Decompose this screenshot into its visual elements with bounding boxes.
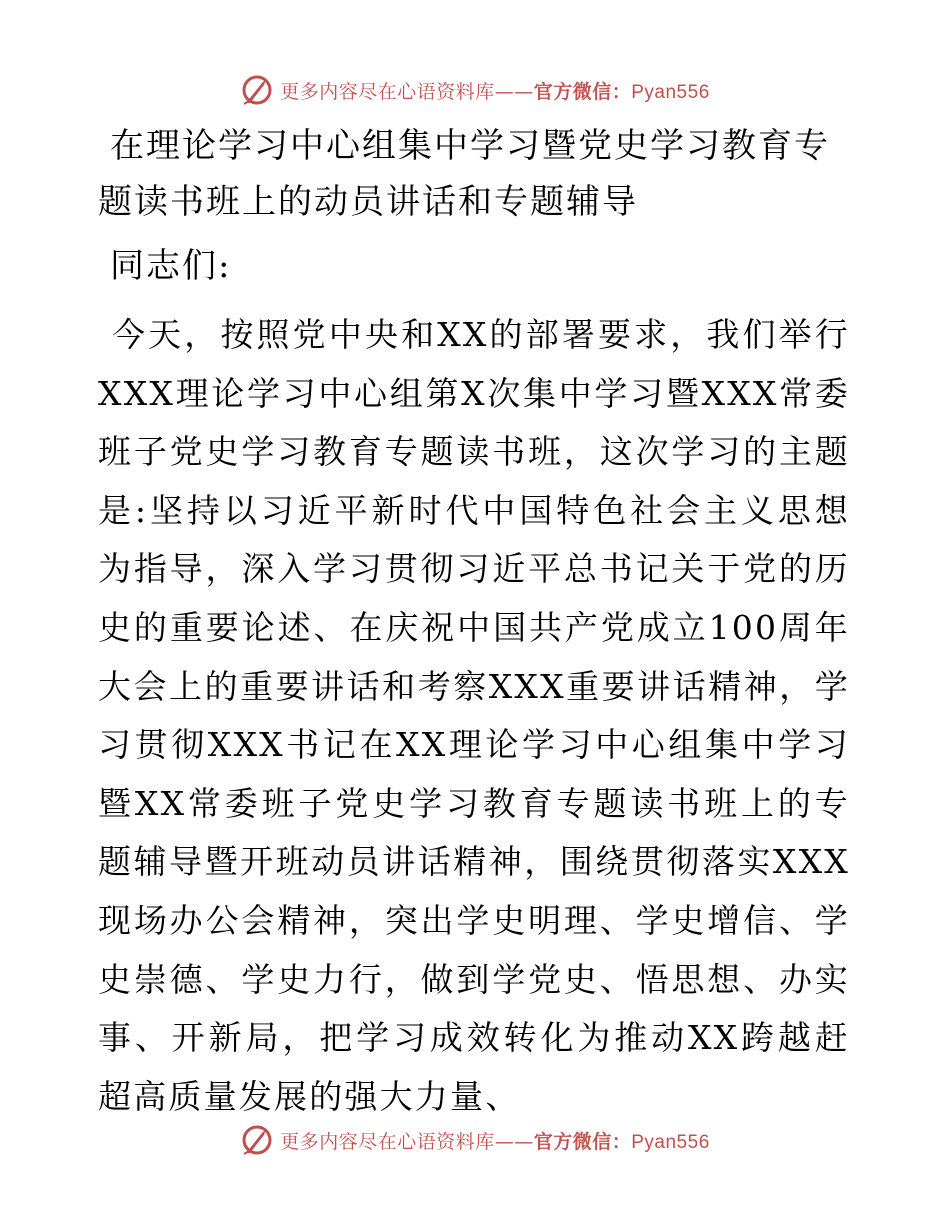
header-banner bbox=[0, 70, 950, 110]
footer-wechat-label: 官方微信： bbox=[533, 1130, 632, 1153]
paragraph: 今天，按照党中央和XX的部署要求，我们举行XXX理论学习中心组第X次集中学习暨XXX常委班子党史学习教育专题读书班，这次学习的主题是:坚持以习近平新时代中国特色社会主义思想为指导，深入学习贯彻习近平总书记关于党的历史的重要论述、在庆祝中国共产党成立100周年大会上的重要讲话和考察XXX重要讲话精神，学习贯彻XXX书记在XX理论学习中心组集中学习暨XX常委班子党史学习教育专题读书班上的专题辅导暨开班动员讲话精神，围绕贯彻落实XXX现场办公会精神，突出学史明理、学史增信、学史崇德、学史力行，做到学党史、悟思想、办实事、开新局，把学习成效转化为推动XX跨越赶超高质量发展的强大力量、 bbox=[98, 315, 850, 1116]
quill-pen-circle-icon bbox=[240, 73, 274, 107]
footer-wechat-id: Pyan556 bbox=[631, 1131, 710, 1153]
quill-pen-circle-icon bbox=[240, 1123, 274, 1157]
header-wechat-id: Pyan556 bbox=[631, 81, 710, 103]
footer-banner-text bbox=[280, 1127, 710, 1154]
footer-site-text: 更多内容尽在心语资料库 bbox=[280, 1130, 495, 1153]
footer-separator: —— bbox=[494, 1130, 534, 1153]
footer-banner bbox=[0, 1120, 950, 1160]
header-site-text: 更多内容尽在心语资料库 bbox=[280, 80, 495, 103]
salutation: 同志们: bbox=[110, 246, 232, 286]
document-title: 在理论学习中心组集中学习暨党史学习教育专题读书班上的动员讲话和专题辅导 bbox=[98, 126, 830, 222]
document-body bbox=[98, 118, 850, 1126]
header-banner-text bbox=[280, 77, 710, 104]
header-wechat-label: 官方微信： bbox=[533, 80, 632, 103]
header-separator: —— bbox=[494, 80, 534, 103]
